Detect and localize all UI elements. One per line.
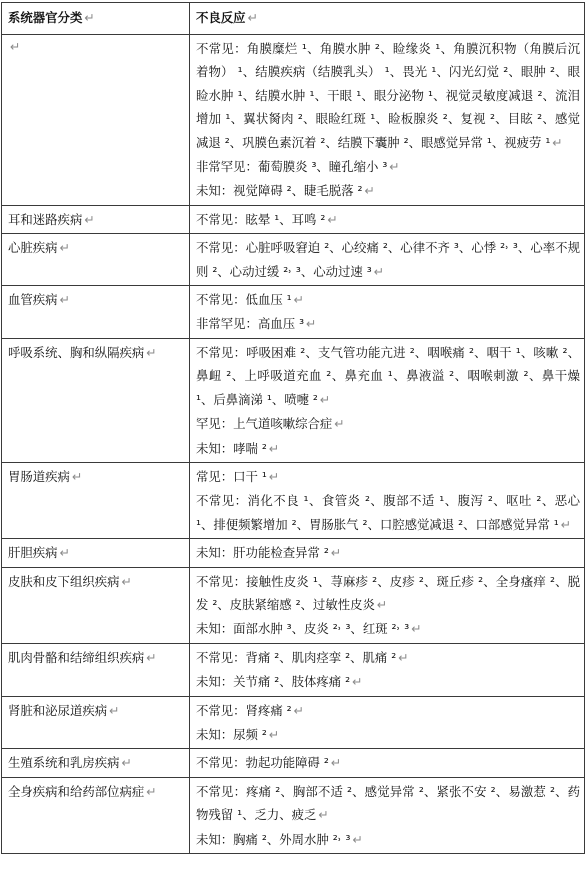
reaction-line (196, 412, 580, 435)
system-organ-class-cell (2, 462, 190, 538)
paragraph-mark-icon: ↵ (59, 292, 70, 308)
reaction-text: 不常见：背痛 ²、肌肉痉挛 ²、肌痛 ² (196, 649, 397, 665)
reaction-line (196, 751, 580, 774)
reaction-line (196, 699, 580, 722)
adverse-reaction-cell (190, 338, 585, 462)
paragraph-mark-icon: ↵ (327, 211, 338, 227)
reaction-text: 不常见：勃起功能障碍 ² (196, 755, 329, 771)
table-row (2, 35, 585, 206)
reaction-line (196, 646, 580, 669)
reaction-line (196, 288, 580, 311)
table-body (2, 35, 585, 854)
system-organ-class-text: 肌肉骨骼和结缔组织疾病 (8, 649, 145, 665)
table-row (2, 749, 585, 777)
reaction-line (196, 208, 580, 231)
reaction-line (196, 570, 580, 617)
reaction-text: 未知：视觉障碍 ²、睫毛脱落 ² (196, 183, 363, 199)
table-row (2, 338, 585, 462)
paragraph-mark-icon: ↵ (121, 573, 132, 589)
reaction-line (196, 341, 580, 411)
reaction-line (196, 465, 580, 488)
reaction-text: 未知：哮喘 ² (196, 440, 267, 456)
header-col1-text: 系统器官分类 (8, 10, 83, 25)
system-organ-class-cell (2, 234, 190, 286)
paragraph-mark-icon: ↵ (352, 674, 363, 690)
adverse-reaction-cell (190, 205, 585, 233)
reaction-text: 非常罕见：高血压 ³ (196, 316, 305, 332)
system-organ-class-cell (2, 777, 190, 853)
system-organ-class-cell (2, 696, 190, 749)
reaction-line (196, 155, 580, 178)
table-row (2, 234, 585, 286)
system-organ-class-text: 肝胆疾病 (8, 545, 58, 561)
table-header-row (2, 3, 585, 35)
system-organ-class-cell (2, 567, 190, 643)
paragraph-mark-icon: ↵ (71, 468, 83, 484)
paragraph-mark-icon: ↵ (146, 344, 157, 360)
reaction-text: 不常见：接触性皮炎 ¹、荨麻疹 ²、皮疹 ²、斑丘疹 ²、全身瘙痒 ²、脱发 ²、皮肤紧缩感 ²、过敏性皮炎 (196, 573, 580, 612)
system-organ-class-cell (2, 35, 190, 206)
adverse-reaction-cell (190, 286, 585, 339)
paragraph-mark-icon: ↵ (334, 416, 345, 432)
paragraph-mark-icon: ↵ (109, 702, 120, 718)
reaction-line (196, 179, 580, 202)
reaction-line (196, 617, 580, 640)
paragraph-mark-icon: ↵ (318, 807, 329, 823)
paragraph-mark-icon: ↵ (376, 596, 388, 612)
reaction-line (196, 828, 580, 851)
system-organ-class-text: 生殖系统和乳房疾病 (8, 755, 120, 771)
paragraph-mark-icon: ↵ (364, 183, 375, 199)
paragraph-mark-icon: ↵ (319, 391, 331, 407)
reaction-line (196, 312, 580, 335)
system-organ-class-cell (2, 205, 190, 233)
system-organ-class-cell (2, 539, 190, 567)
paragraph-mark-icon: ↵ (330, 545, 342, 561)
paragraph-mark-icon: ↵ (84, 211, 95, 227)
paragraph-mark-icon: ↵ (59, 240, 70, 256)
header-adverse-reaction (190, 3, 585, 35)
reaction-text: 常见：口干 ¹ (196, 468, 267, 484)
paragraph-mark-icon: ↵ (293, 702, 305, 718)
reaction-text: 未知：关节痛 ²、肢体疼痛 ² (196, 674, 351, 690)
table-row (2, 205, 585, 233)
system-organ-class-text: 肾脏和泌尿道疾病 (8, 702, 108, 718)
reaction-line (196, 541, 580, 564)
reaction-text: 未知：肝功能检查异常 ² (196, 545, 329, 561)
paragraph-mark-icon: ↵ (552, 134, 563, 150)
paragraph-mark-icon: ↵ (268, 726, 280, 742)
reaction-text: 不常见：肾疼痛 ² (196, 702, 292, 718)
system-organ-class-cell (2, 338, 190, 462)
paragraph-mark-icon: ↵ (306, 316, 317, 332)
system-organ-class-text: 全身疾病和给药部位病症 (8, 783, 145, 799)
table-row (2, 462, 585, 538)
paragraph-mark-icon: ↵ (352, 831, 363, 847)
system-organ-class-text: 耳和迷路疾病 (8, 211, 83, 227)
reaction-line (196, 723, 580, 746)
paragraph-mark-icon: ↵ (268, 468, 280, 484)
adverse-reaction-cell (190, 234, 585, 286)
reaction-text: 不常见：疼痛 ²、胸部不适 ²、感觉异常 ²、紧张不安 ²、易激惹 ²、药物残留 ¹、乏力、疲乏 (196, 783, 580, 823)
adverse-reaction-cell (190, 643, 585, 696)
paragraph-mark-icon: ↵ (389, 159, 400, 175)
adverse-reaction-cell (190, 35, 585, 206)
reaction-text: 未知：尿频 ² (196, 726, 267, 742)
paragraph-mark-icon: ↵ (146, 783, 157, 799)
table-row (2, 286, 585, 339)
reaction-text: 不常见：角膜糜烂 ¹、角膜水肿 ²、睑缘炎 ¹、角膜沉积物（角膜后沉着物） ¹、结膜疾病（结膜乳头） ¹、畏光 ¹、闪光幻觉 ²、眼肿 ²、眼睑水肿 ¹、结膜水肿 ¹、干眼 ¹、眼分泌物 ¹、视觉灵敏度减退 ²、流泪增加 ¹、翼状胬肉 ²、眼睑红斑 ¹、睑板腺炎 ²、复视 ²、目眩 ²、感觉减退 ²、巩膜色素沉着 ²、结膜下囊肿 ²、眼感觉异常 ¹、视疲劳 ¹ (196, 41, 580, 150)
reaction-text: 不常见：低血压 ¹ (196, 292, 292, 308)
system-organ-class-cell (2, 749, 190, 777)
system-organ-class-text: 呼吸系统、胸和纵隔疾病 (8, 344, 145, 360)
paragraph-mark-icon: ↵ (330, 755, 342, 771)
adverse-reactions-table (1, 2, 585, 854)
table-row (2, 643, 585, 696)
paragraph-mark-icon: ↵ (293, 292, 305, 308)
adverse-reaction-cell (190, 567, 585, 643)
paragraph-mark-icon: ↵ (398, 649, 409, 665)
system-organ-class-text: 胃肠道疾病 (8, 468, 70, 484)
reaction-text: 不常见：呼吸困难 ²、支气管功能亢进 ²、咽喉痛 ²、咽干 ¹、咳嗽 ²、鼻衄 ²、上呼吸道充血 ²、鼻充血 ¹、鼻液溢 ²、咽喉刺激 ²、鼻干燥 ¹、后鼻滴涕 ¹、喷嚏 ² (196, 344, 580, 407)
adverse-reaction-cell (190, 749, 585, 777)
table-row (2, 696, 585, 749)
system-organ-class-cell (2, 286, 190, 339)
paragraph-mark-icon: ↵ (146, 649, 157, 665)
reaction-text: 未知：面部水肿 ³、皮炎 ²˒ ³、红斑 ²˒ ³ (196, 621, 410, 637)
reaction-line (196, 670, 580, 693)
adverse-reaction-cell (190, 696, 585, 749)
reaction-text: 不常见：眩晕 ¹、耳鸣 ² (196, 211, 326, 227)
adverse-reaction-cell (190, 777, 585, 853)
system-organ-class-text: 血管疾病 (8, 292, 58, 308)
paragraph-mark-icon: ↵ (59, 545, 70, 561)
table-row (2, 539, 585, 567)
reaction-line (196, 489, 580, 536)
reaction-line (196, 437, 580, 460)
table-row (2, 777, 585, 853)
header-col2-text: 不良反应 (196, 10, 246, 25)
reaction-text: 不常见：消化不良 ¹、食管炎 ²、腹部不适 ¹、腹泻 ²、呕吐 ²、恶心 ¹、排便频繁增加 ²、胃肠胀气 ²、口腔感觉减退 ²、口部感觉异常 ¹ (196, 493, 580, 532)
adverse-reaction-cell (190, 539, 585, 567)
reaction-line (196, 37, 580, 154)
paragraph-mark-icon: ↵ (268, 440, 280, 456)
reaction-line (196, 236, 580, 283)
paragraph-mark-icon: ↵ (411, 621, 422, 637)
system-organ-class-cell (2, 643, 190, 696)
paragraph-mark-icon: ↵ (10, 39, 21, 54)
table-row (2, 567, 585, 643)
paragraph-mark-icon: ↵ (560, 516, 572, 532)
reaction-text: 未知：胸痛 ²、外周水肿 ²˒ ³ (196, 831, 351, 847)
paragraph-mark-icon: ↵ (373, 263, 385, 279)
reaction-text: 罕见：上气道咳嗽综合症 (196, 416, 333, 432)
paragraph-mark-icon: ↵ (121, 755, 132, 771)
system-organ-class-text: 心脏疾病 (8, 240, 58, 256)
paragraph-mark-icon: ↵ (247, 10, 258, 25)
reaction-text: 不常见：心脏呼吸窘迫 ²、心绞痛 ²、心律不齐 ³、心悸 ²˒ ³、心率不规则 ²、心动过缓 ²˒ ³、心动过速 ³ (196, 240, 580, 279)
adverse-reaction-cell (190, 462, 585, 538)
header-system-organ-class (2, 3, 190, 35)
reaction-text: 非常罕见：葡萄膜炎 ³、瞳孔缩小 ³ (196, 159, 388, 175)
paragraph-mark-icon: ↵ (84, 10, 95, 25)
system-organ-class-text: 皮肤和皮下组织疾病 (8, 573, 120, 589)
reaction-line (196, 780, 580, 827)
